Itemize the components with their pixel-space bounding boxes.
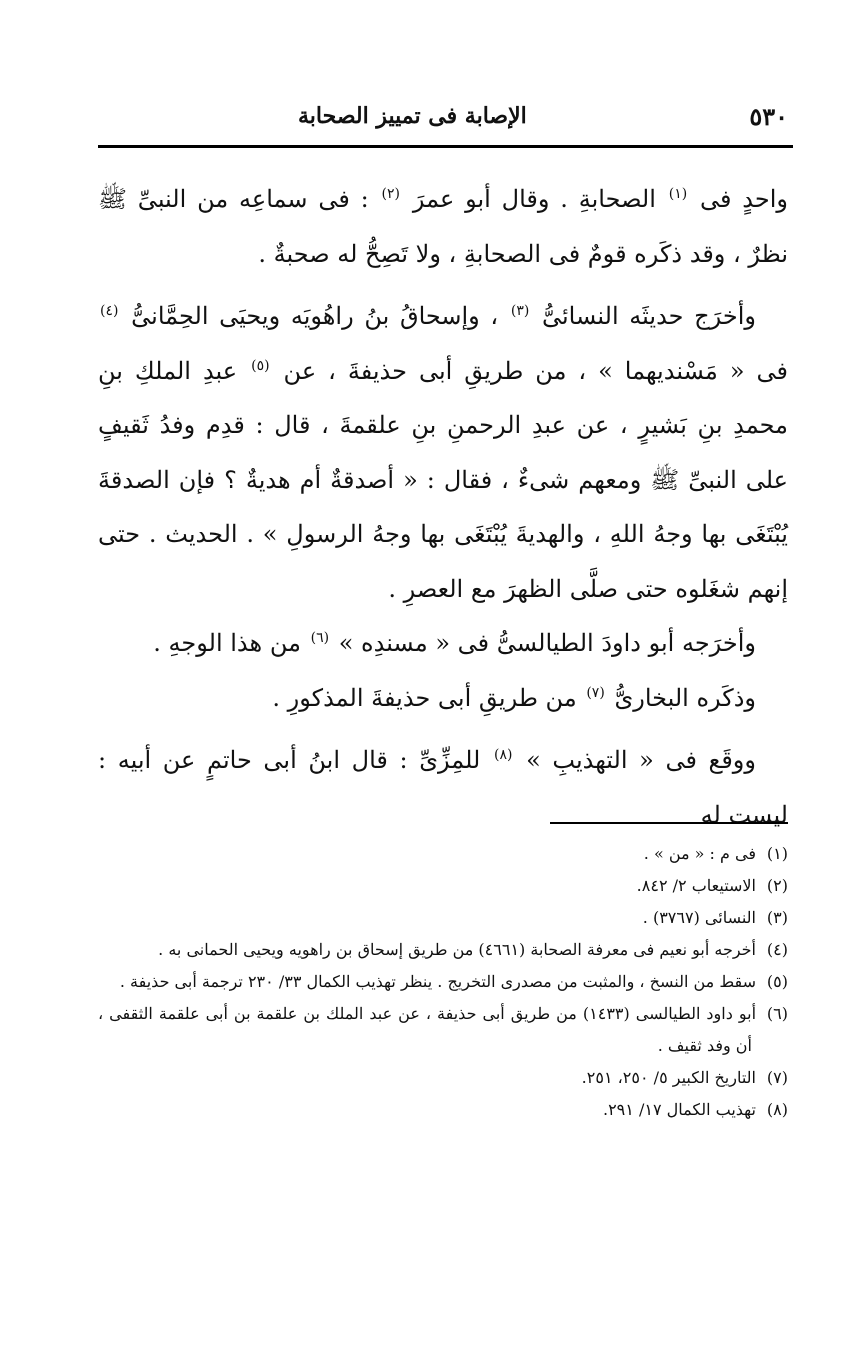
paragraph-2: وأخرَج حديثَه النسائىُّ $^{(٣)}$ ، وإسحاقُ بنُ راهُويَه ويحيَى الحِمَّانىُّ $^{(٤)}$ فى « مَسْنديهما » ، من طريقِ أبى حذيفةَ ، عن $^{(٥)}$ عبدِ الملكِ بنِ محمدِ بنِ بَشيرٍ ، عن عبدِ الرحمنِ بنِ علقمةَ ، قال : قدِم وفدُ ثَقيفٍ على النبىِّ ﷺ ومعهم شىءٌ ، فقال : « أصدقةٌ أم هديةٌ ؟ فإن الصدقةَ يُبْتَغَى بها وجهُ اللهِ ، والهديةَ يُبْتَغَى بها وجهُ الرسولِ » . الحديث . حتى إنهم شغَلوه حتى صلَّى الظهرَ مع العصرِ . [98, 302, 788, 603]
footnote-2 [98, 870, 788, 902]
footnote-text: أبو داود الطيالسى (١٤٣٣) من طريق أبى حذيفة ، عن عبد الملك بن علقمة بن أبى علقمة الثقفى ، أن وفد ثقيف . [98, 1004, 757, 1055]
footnote-7 [98, 1062, 788, 1094]
footnote-number: (٨) [766, 1100, 788, 1119]
footnote-text: التاريخ الكبير ٥/ ٢٥٠، ٢٥١. [581, 1068, 756, 1087]
footnote-8 [98, 1094, 788, 1126]
footnote-number: (٦) [766, 1004, 789, 1023]
footnote-number: (٤) [766, 940, 788, 959]
footnote-separator [550, 822, 788, 824]
footnote-1 [98, 838, 788, 870]
paragraph-5: ووقَع فى « التهذيبِ » $^{(٨)}$ للمِزِّىِّ : قال ابنُ أبى حاتمٍ عن أبيه : ليست له [98, 746, 788, 829]
footnote-5 [98, 966, 788, 998]
footnote-ref-6: (٦) [310, 630, 330, 646]
footnote-number: (٥) [766, 972, 788, 991]
footnote-number: (٣) [766, 908, 788, 927]
footnote-text: تهذيب الكمال ١٧/ ٢٩١. [602, 1100, 756, 1119]
footnote-ref-4: (٤) [100, 303, 119, 319]
footnote-ref-5: (٥) [251, 357, 270, 374]
footnote-ref-2: (٢) [381, 186, 401, 202]
footnote-ref-8: (٨) [493, 747, 513, 763]
footnote-text: فى م : « من » . [643, 844, 756, 863]
paragraph-1: واحدٍ فى $^{(١)}$ الصحابةِ . وقال أبو عمرَ $^{(٢)}$ : فى سماعِه من النبىِّ ﷺ نظرٌ ، وقد ذكَره قومٌ فى الصحابةِ ، ولا تَصِحُّ له صحبةٌ . [98, 185, 788, 268]
footnote-number: (٧) [766, 1068, 788, 1087]
footnote-ref-3: (٣) [510, 303, 530, 319]
footnote-4 [98, 934, 788, 966]
footnote-text: النسائى (٣٧٦٧) . [642, 908, 756, 927]
page-header [98, 96, 788, 136]
footnote-text: أخرجه أبو نعيم فى معرفة الصحابة (٤٦٦١) من طريق إسحاق بن راهويه ويحيى الحمانى به . [158, 940, 756, 959]
footnote-text: سقط من النسخ ، والمثبت من مصدرى التخريج . ينظر تهذيب الكمال ٣٣/ ٢٣٠ ترجمة أبى حذيفة . [119, 972, 756, 991]
footnote-3 [98, 902, 788, 934]
page-number: ٥٣٠ [749, 101, 788, 131]
footnote-number: (١) [766, 844, 788, 863]
footnote-ref-7: (٧) [586, 684, 605, 701]
running-title: الإصابة فى تمييز الصحابة [298, 103, 527, 129]
paragraph-4: وذكَره البخارىُّ $^{(٧)}$ من طريقِ أبى حذيفةَ المذكورِ . [272, 683, 756, 712]
header-rule [98, 145, 793, 148]
main-text [98, 172, 788, 842]
paragraph-3: وأخرَجه أبو داودَ الطيالسىُّ فى « مسندِه » $^{(٦)}$ من هذا الوجهِ . [153, 629, 756, 657]
footnote-text: الاستيعاب ٢/ ٨٤٢. [636, 876, 756, 895]
footnotes [98, 838, 788, 1126]
footnote-6 [98, 998, 788, 1062]
footnote-number: (٢) [766, 876, 788, 895]
footnote-ref-1: (١) [668, 186, 688, 202]
